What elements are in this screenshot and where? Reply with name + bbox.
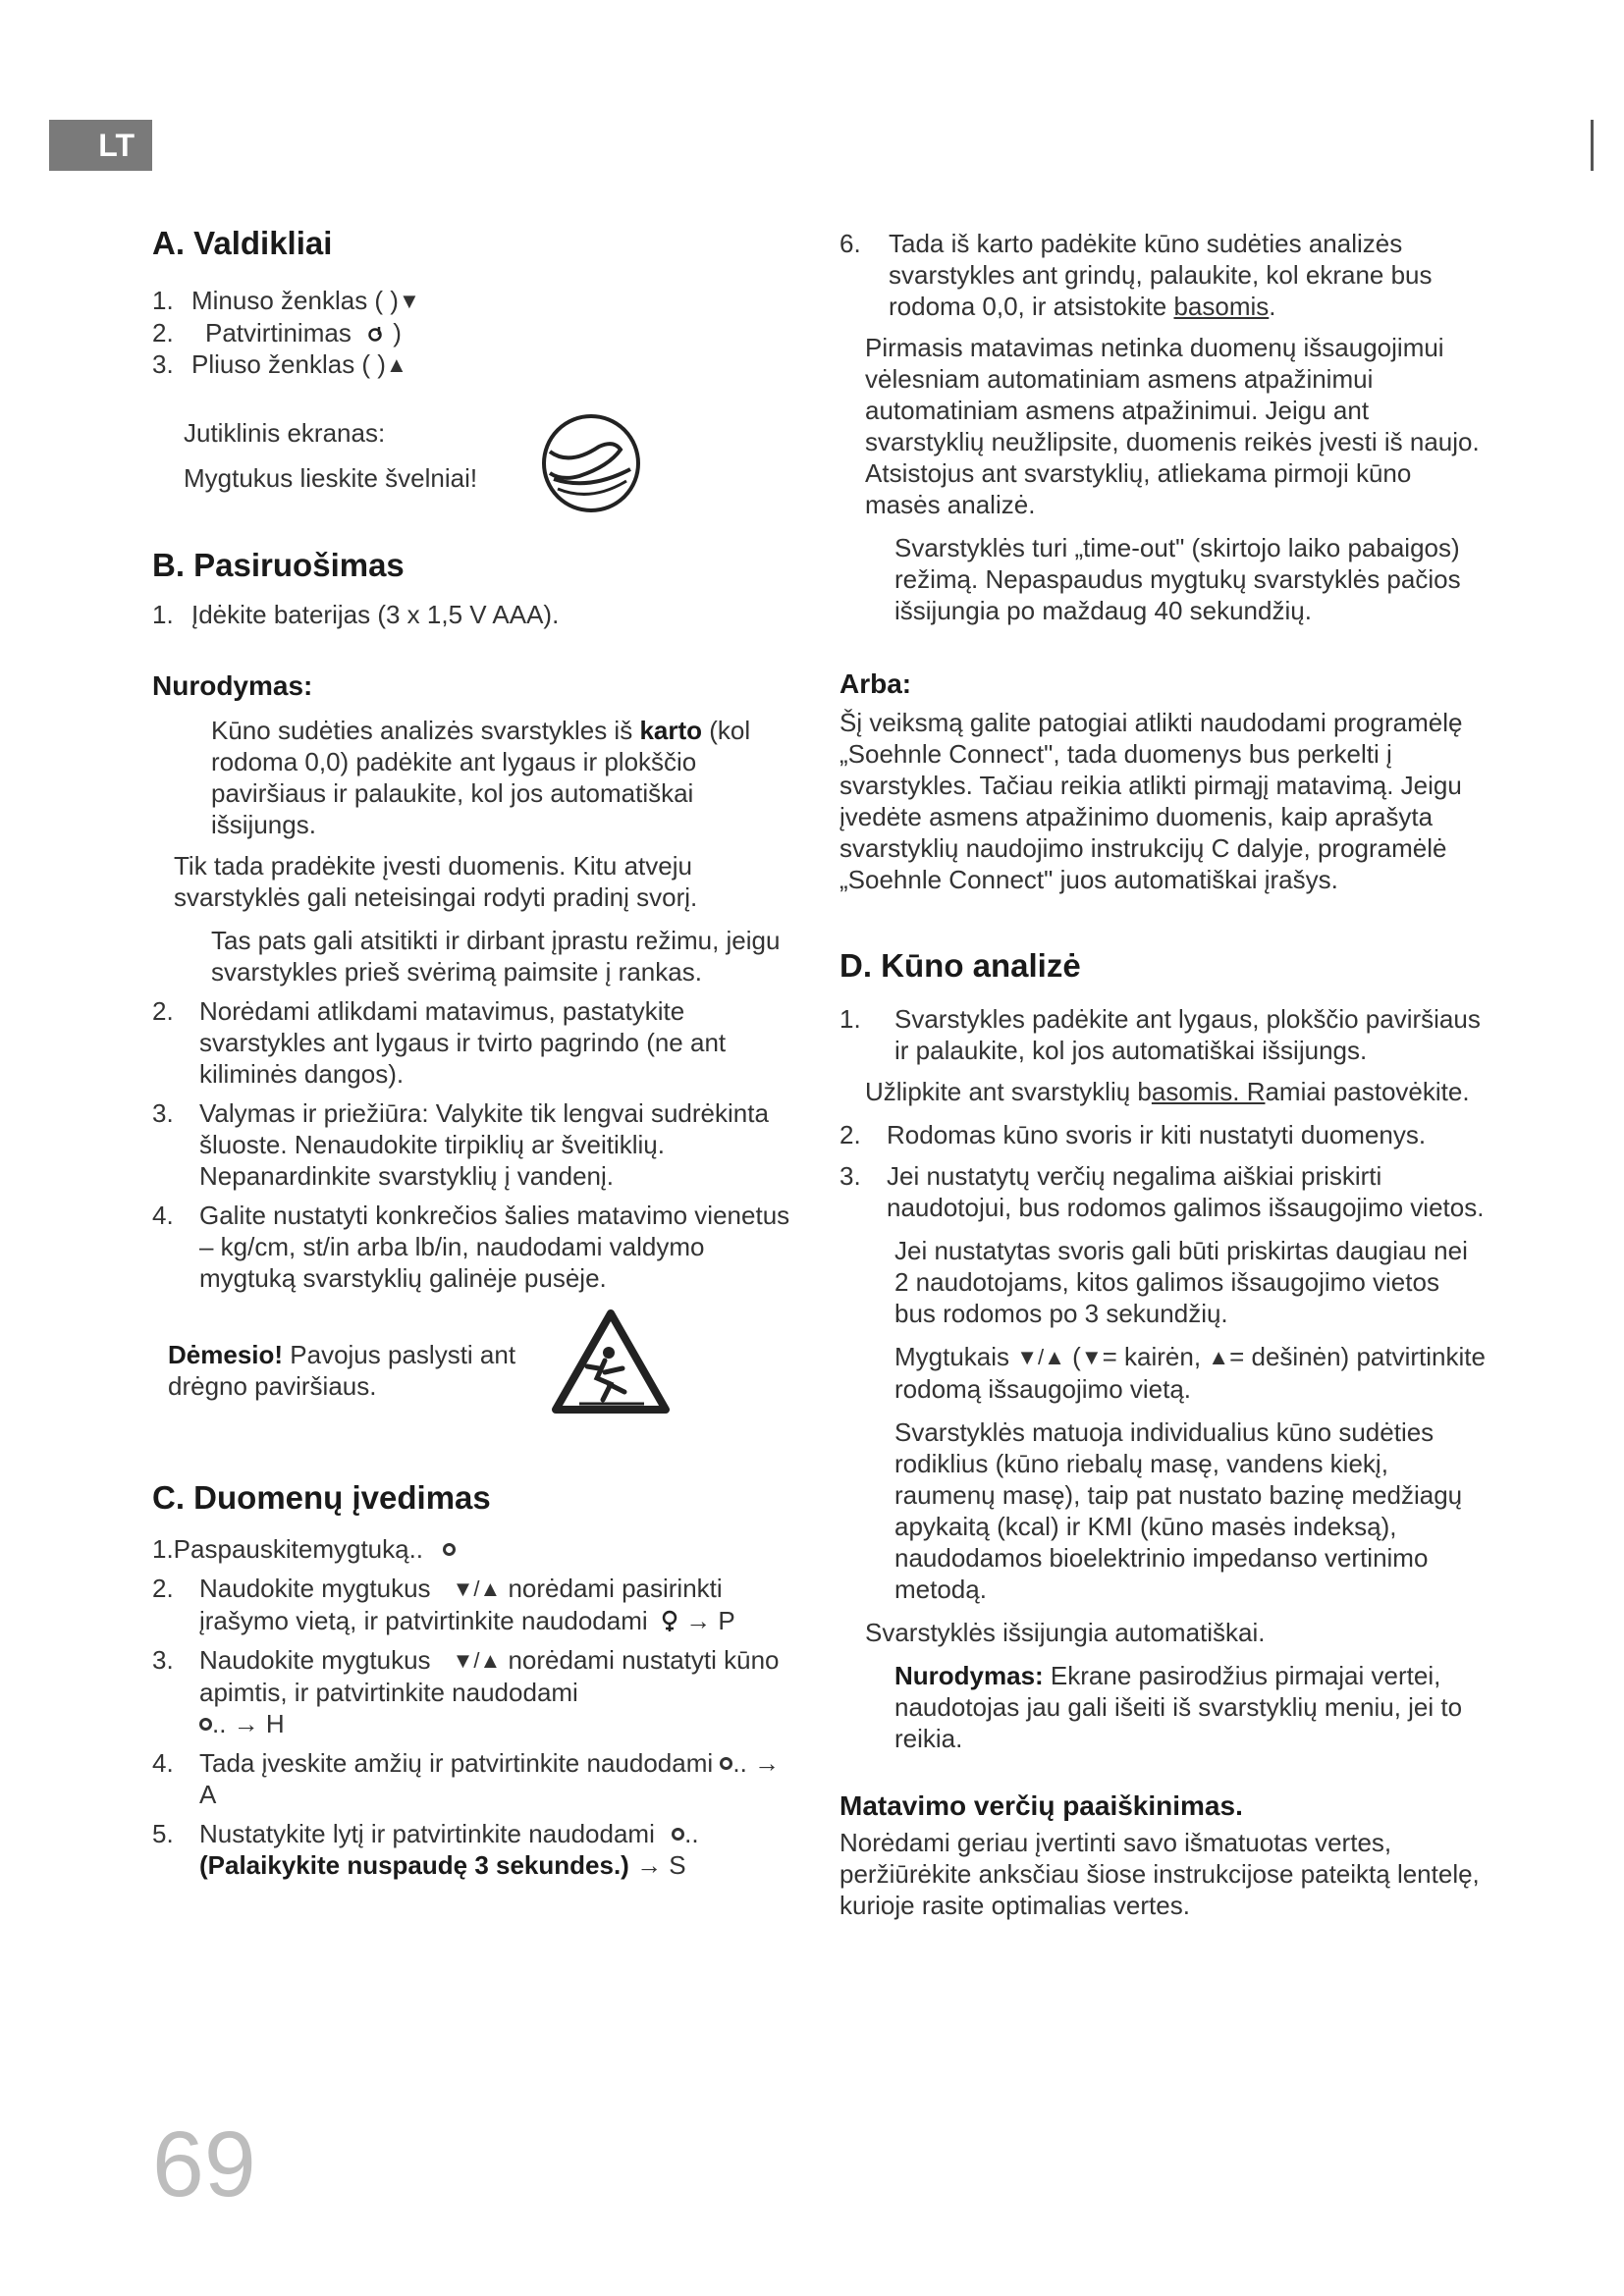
confirm-icon bbox=[366, 324, 386, 344]
preparation-list bbox=[152, 599, 800, 630]
section-c-title: C. Duomenų įvedimas bbox=[152, 1479, 491, 1516]
touch-finger-icon bbox=[540, 412, 642, 514]
down-triangle-icon: ▼ bbox=[398, 289, 420, 313]
list-item: 3. Pliuso ženklas ( )▲ bbox=[152, 349, 407, 379]
analysis-paragraph: Svarstyklės matuoja individualius kūno sudėties rodiklius (kūno riebalų masę, vandens kiekį, raumenų masę), taip pat nustato bazinę medžiagų apykaitą (kcal) ir KMI (kūno masės indeksą), naudodamos bioelektrinio impedanso vertinimo metodą. bbox=[894, 1417, 1463, 1604]
left-column bbox=[152, 224, 800, 1881]
edge-marker bbox=[1591, 120, 1594, 171]
down-up-triangles-icon: ▼/▲ bbox=[1016, 1345, 1065, 1369]
down-up-triangles-icon: ▼/▲ bbox=[452, 1576, 502, 1601]
user-memory-icon bbox=[661, 1610, 678, 1633]
arba-title: Arba: bbox=[839, 668, 912, 699]
list-item: 1. Svarstykles padėkite ant lygaus, plokščio paviršiaus ir palaukite, kol jos automatiškai išsijungs. bbox=[839, 1004, 1481, 1065]
first-measurement-note: Pirmasis matavimas netinka duomenų išsaugojimui vėlesniam automatiniam asmens atpažinimui automatiniam asmens atpažinimui. Jeigu ant svarstyklių neužlipsite, duomenis reikės įvesti iš naujo. Atsistojus ant svarstyklių, atliekama pirmoji kūno masės analizė. bbox=[865, 333, 1480, 519]
up-triangle-icon: ▲ bbox=[1208, 1345, 1230, 1369]
section-b-title: B. Pasiruošimas bbox=[152, 547, 405, 583]
list-item: 4. Galite nustatyti konkrečios šalies matavimo vienetus – kg/cm, st/in arba lb/in, naudodami valdymo mygtuką svarstyklių galinėje pusėje. bbox=[152, 1201, 790, 1293]
up-triangle-icon: ▲ bbox=[385, 352, 407, 377]
preparation-list-continued bbox=[152, 995, 800, 1294]
list-item: 3. Jei nustatytų verčių negalima aiškiai priskirti naudotojui, bus rodomos galimos išsaugojimo vietos. bbox=[839, 1161, 1485, 1222]
timeout-note: Svarstyklės turi „time-out" (skirtojo laiko pabaigos) režimą. Nepaspaudus mygtukų svarstyklės pačios išsijungia po maždaug 40 sekundžių. bbox=[894, 533, 1461, 625]
note-paragraph: Tik tada pradėkite įvesti duomenis. Kitu atveju svarstyklės gali neteisingai rodyti pradinį svorį. bbox=[174, 851, 698, 912]
list-item: 3. Naudokite mygtukus ▼/▲ norėdami nustatyti kūno apimtis, ir patvirtinkite naudodami .. → H bbox=[152, 1645, 780, 1738]
list-item: 2. Rodomas kūno svoris ir kiti nustatyti duomenys. bbox=[839, 1120, 1427, 1149]
note-title: Nurodymas: bbox=[152, 670, 313, 701]
list-item: 1.Paspauskitemygtuką.. bbox=[152, 1533, 800, 1565]
list-item: 2. Norėdami atlikdami matavimus, pastatykite svarstykles ant lygaus ir tvirto pagrindo (ne ant kiliminės dangos). bbox=[152, 996, 727, 1089]
set-button-icon bbox=[720, 1757, 732, 1770]
data-entry-list-continued bbox=[839, 228, 1488, 626]
language-tab: LT bbox=[49, 120, 152, 171]
slip-warning: Dėmesio! Pavojus paslysti ant drėgno paviršiaus. bbox=[152, 1339, 541, 1402]
list-item: 2. Naudokite mygtukus ▼/▲ norėdami pasirinkti įrašymo vietą, ir patvirtinkite naudodami → P bbox=[152, 1574, 735, 1635]
auto-off-note: Svarstyklės išsijungia automatiškai. bbox=[865, 1618, 1266, 1647]
analysis-paragraph: Mygtukais ▼/▲ (▼= kairėn, ▲= dešinėn) patvirtinkite rodomą išsaugojimo vietą. bbox=[894, 1342, 1486, 1404]
section-a-title: A. Valdikliai bbox=[152, 225, 333, 261]
arba-text: Šį veiksmą galite patogiai atlikti naudodami programėlę „Soehnle Connect", tada duomenys bus perkelti į svarstykles. Tačiau reikia atlikti pirmąjį matavimą. Jeigu įvedėte asmens atpažinimo duomenis, kaip aprašyta svarstyklių naudojimo instrukcijų C dalyje, programėlė „Soehnle Connect" juos automatiškai įrašys. bbox=[839, 708, 1463, 894]
list-item: 3. Valymas ir priežiūra: Valykite tik lengvai sudrėkinta šluoste. Nenaudokite tirpiklių ar šveitiklių. Nepanardinkite svarstyklių į vandenį. bbox=[152, 1098, 769, 1191]
down-triangle-icon: ▼ bbox=[1080, 1345, 1103, 1369]
page-number: 69 bbox=[152, 2112, 256, 2216]
right-column bbox=[839, 228, 1488, 1921]
body-analysis-list bbox=[839, 1003, 1488, 1754]
touch-screen-note: Jutiklinis ekranas: Mygtukus lieskite švelniai! bbox=[152, 410, 800, 501]
list-item: 1. Minuso ženklas ( )▼ bbox=[152, 286, 420, 315]
note-paragraph: Kūno sudėties analizės svarstykles iš karto (kol rodoma 0,0) padėkite ant lygaus ir plokščio paviršiaus ir palaukite, kol jos automatiškai išsijungs. bbox=[211, 716, 751, 839]
explanation-text: Norėdami geriau įvertinti savo išmatuotas vertes, peržiūrėkite anksčiau šiose instrukcijose pateiktą lentelę, kurioje rasite optimalias vertes. bbox=[839, 1828, 1480, 1920]
down-up-triangles-icon: ▼/▲ bbox=[452, 1648, 502, 1673]
step-on-scale: Užlipkite ant svarstyklių basomis. Ramiai pastovėkite. bbox=[865, 1077, 1470, 1106]
explanation-title: Matavimo verčių paaiškinimas. bbox=[839, 1790, 1243, 1821]
controls-list bbox=[152, 285, 800, 381]
data-entry-list bbox=[152, 1533, 800, 1881]
list-item: 1. Įdėkite baterijas (3 x 1,5 V AAA). bbox=[152, 600, 560, 629]
slip-warning-icon bbox=[550, 1308, 672, 1415]
note-body bbox=[152, 715, 800, 988]
set-button-icon bbox=[672, 1828, 684, 1841]
list-item: 4. Tada įveskite amžių ir patvirtinkite naudodami .. → A bbox=[152, 1748, 781, 1809]
list-item: 2. Patvirtinimas ) bbox=[152, 318, 402, 347]
set-button-icon bbox=[199, 1718, 212, 1731]
section-d-title: D. Kūno analizė bbox=[839, 947, 1081, 984]
analysis-paragraph: Jei nustatytas svoris gali būti priskirtas daugiau nei 2 naudotojams, kitos galimos išsaugojimo vietos bus rodomos po 3 sekundžių. bbox=[894, 1236, 1468, 1328]
list-item: 5. Nustatykite lytį ir patvirtinkite naudodami .. (Palaikykite nuspaudę 3 sekundes.) → S bbox=[152, 1819, 699, 1880]
list-item: 6. Tada iš karto padėkite kūno sudėties analizės svarstykles ant grindų, palaukite, kol ekrane bus rodoma 0,0, ir atsistokite basomis. bbox=[839, 229, 1433, 321]
analysis-note: Nurodymas: Ekrane pasirodžius pirmajai vertei, naudotojas jau gali išeiti iš svarstyklių meniu, jei to reikia. bbox=[894, 1661, 1463, 1753]
note-paragraph: Tas pats gali atsitikti ir dirbant įprastu režimu, jeigu svarstykles prieš svėrimą paimsite į rankas. bbox=[211, 926, 781, 987]
set-button-icon bbox=[443, 1543, 456, 1556]
